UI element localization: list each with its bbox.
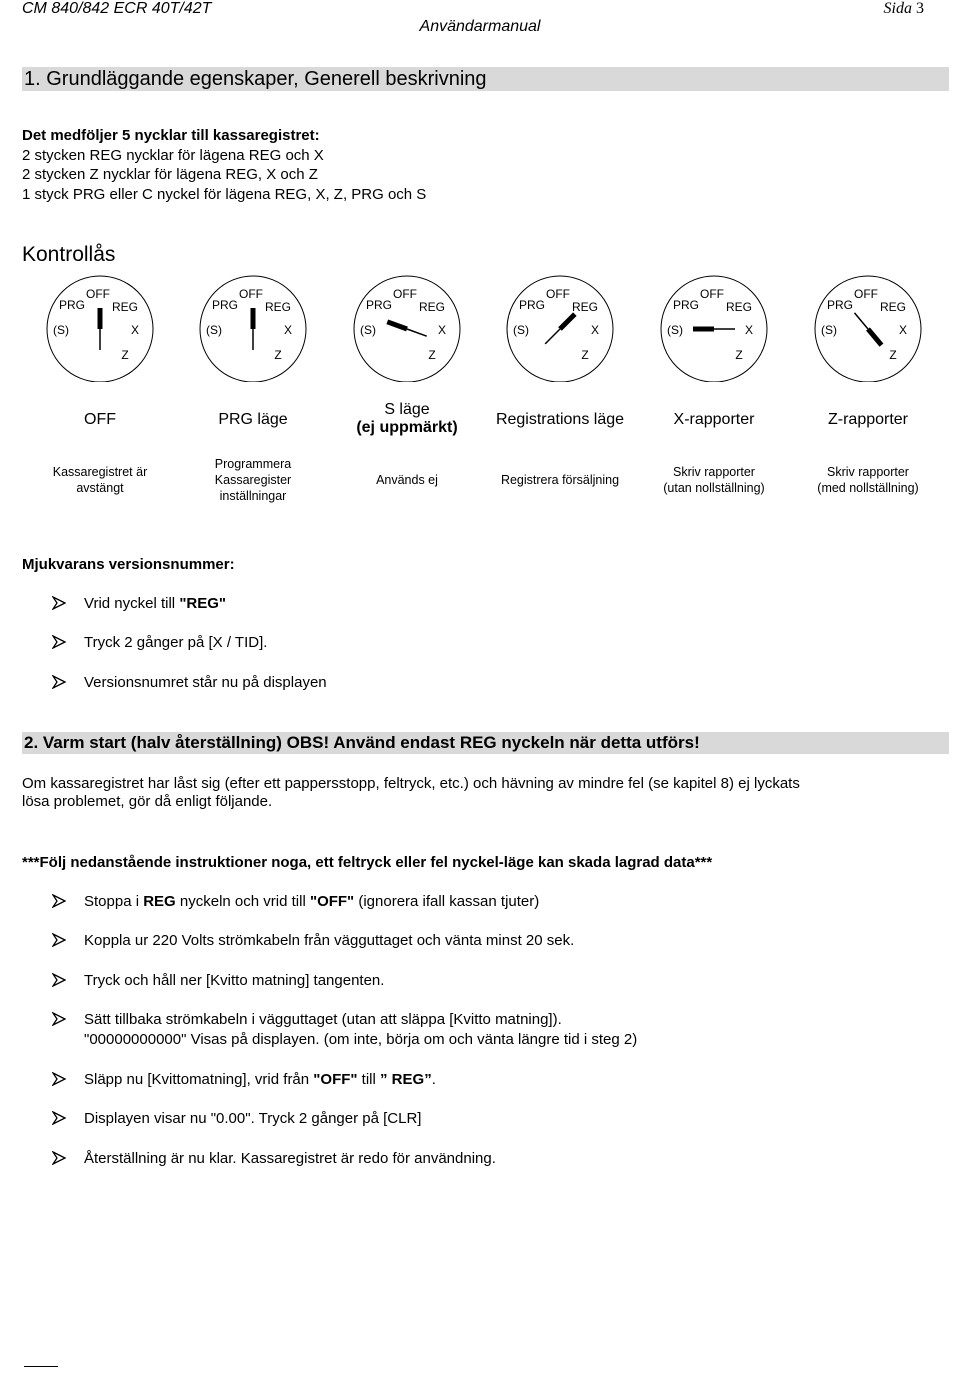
lock-label-z: Z	[428, 348, 436, 362]
arrow-bullet-icon	[52, 635, 66, 649]
lock-label-reg: REG	[571, 300, 599, 314]
section-1-heading: 1. Grundläggande egenskaper, Generell beskrivning	[22, 67, 949, 91]
lock-dial	[354, 276, 460, 382]
header-model: CM 840/842 ECR 40T/42T	[22, 0, 212, 17]
page-number: 3	[916, 0, 924, 17]
mode-title: PRG läge	[218, 411, 288, 428]
lock-label-off: OFF	[854, 287, 878, 301]
arrow-bullet-icon	[52, 1111, 66, 1125]
lock-label-prg: PRG	[365, 298, 393, 312]
lock-label-reg: REG	[879, 300, 907, 314]
lock-label-prg: PRG	[672, 298, 700, 312]
lock-label-prg: PRG	[211, 298, 239, 312]
mode-title: OFF	[84, 411, 116, 428]
arrow-bullet-icon	[52, 675, 66, 689]
lock-dial	[661, 276, 767, 382]
intro-line: 2 stycken REG nycklar för lägena REG och X	[22, 146, 324, 164]
arrow-bullet-icon	[52, 1012, 66, 1026]
lock-label-off: OFF	[700, 287, 724, 301]
lock-label-reg: REG	[111, 300, 139, 314]
lock-label-reg: REG	[725, 300, 753, 314]
header-title: Användarmanual	[419, 18, 541, 35]
control-lock-diagrams	[0, 272, 960, 382]
lock-label-x: X	[283, 323, 293, 337]
lock-label-s: (S)	[821, 323, 837, 337]
lock-label-x: X	[744, 323, 754, 337]
page-label: Sida	[883, 0, 912, 17]
lock-dial	[507, 276, 613, 382]
mode-description: Skriv rapporter (med nollställning)	[817, 465, 919, 495]
section-2-heading: 2. Varm start (halv återställning) OBS! Använd endast REG nyckeln när detta utförs!	[22, 732, 949, 754]
mode-title: X-rapporter	[673, 411, 755, 428]
lock-label-reg: REG	[264, 300, 292, 314]
lock-dial	[200, 276, 306, 382]
lock-dial	[47, 276, 153, 382]
lock-label-x: X	[898, 323, 908, 337]
lock-dial	[815, 276, 921, 382]
footer-rule	[24, 1366, 58, 1367]
lock-label-s: (S)	[667, 323, 683, 337]
software-version-heading: Mjukvarans versionsnummer:	[22, 556, 235, 573]
lock-label-x: X	[437, 323, 447, 337]
control-lock-heading: Kontrollås	[22, 243, 116, 266]
lock-label-prg: PRG	[518, 298, 546, 312]
lock-label-prg: PRG	[826, 298, 854, 312]
lock-label-reg: REG	[418, 300, 446, 314]
intro-block	[22, 126, 426, 204]
mode-description: Programmera Kassaregister inställningar	[214, 457, 292, 503]
intro-line: 2 stycken Z nycklar för lägena REG, X och Z	[22, 166, 318, 183]
intro-paragraph: Om kassaregistret har låst sig (efter ett pappersstopp, feltryck, etc.) och hävning av mindre fel (se kapitel 8) ej lyckats lösa problemet, gör då enligt följande.	[22, 775, 800, 810]
arrow-bullet-icon	[52, 1151, 66, 1165]
arrow-bullet-icon	[52, 973, 66, 987]
arrow-bullet-icon	[52, 596, 66, 610]
lock-label-s: (S)	[360, 323, 376, 337]
mode-title: Registrations läge	[495, 411, 625, 428]
mode-description: Skriv rapporter (utan nollställning)	[663, 465, 765, 495]
mode-title: Z-rapporter	[827, 411, 909, 428]
mode-description: Registrera försäljning	[500, 473, 620, 487]
lock-label-off: OFF	[239, 287, 263, 301]
mode-description: Används ej	[376, 473, 438, 487]
lock-label-x: X	[590, 323, 600, 337]
intro-lead: Det medföljer 5 nycklar till kassaregistret:	[22, 127, 320, 144]
lock-label-s: (S)	[206, 323, 222, 337]
lock-label-off: OFF	[546, 287, 570, 301]
warning-text: ***Följ nedanstående instruktioner noga, ett feltryck eller fel nyckel-läge kan skada lagrad data***	[22, 854, 713, 871]
lock-label-s: (S)	[513, 323, 529, 337]
lock-label-z: Z	[581, 348, 589, 362]
lock-label-s: (S)	[53, 323, 69, 337]
lock-label-off: OFF	[393, 287, 417, 301]
lock-label-prg: PRG	[58, 298, 86, 312]
header-page	[884, 0, 924, 18]
intro-line: 1 styck PRG eller C nyckel för lägena REG, X, Z, PRG och S	[22, 185, 427, 203]
arrow-bullet-icon	[52, 933, 66, 947]
lock-label-off: OFF	[86, 287, 110, 301]
arrow-bullet-icon	[52, 1072, 66, 1086]
mode-description: Kassaregistret är avstängt	[52, 465, 148, 495]
lock-label-z: Z	[274, 348, 282, 362]
lock-label-z: Z	[121, 348, 129, 362]
lock-label-z: Z	[735, 348, 743, 362]
arrow-bullet-icon	[52, 894, 66, 908]
lock-label-z: Z	[889, 348, 897, 362]
mode-title: S läge (ej uppmärkt)	[356, 401, 458, 436]
lock-label-x: X	[130, 323, 140, 337]
